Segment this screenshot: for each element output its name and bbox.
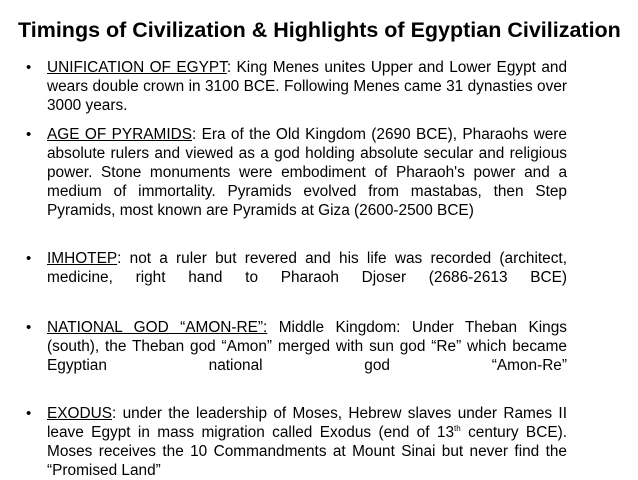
bullet-body: AGE OF PYRAMIDS: Era of the Old Kingdom (2690 BCE), Pharaohs were absolute rulers and viewed as a god holding absolute secular and religious power. Stone monuments were embodiment of Pharaoh's power and a medium of immortality. Pyramids evolved from mastabas, then Step Pyramids, most known are Pyramids at Giza (2600-2500 BCE) <box>47 126 567 219</box>
bullet-text: Era of the Old Kingdom (2690 BCE), Pharaohs were absolute rulers and viewed as a god holding absolute secular and religious power. Stone monuments were embodiment of Pharaoh's power and a medium of immortality. Pyramids evolved from mastabas, then Step Pyramids, most known are Pyramids at Giza (2600-2500 BCE) <box>47 126 567 219</box>
ordinal-suffix: th <box>454 424 461 433</box>
bullet-body: EXODUS: under the leadership of Moses, Hebrew slaves under Rames II leave Egypt in mass migration called Exodus (end of 13th century BCE). Moses receives the 10 Commandments at Mount Sinai but never find the “Promised Land” <box>47 405 567 479</box>
bullet-item-imhotep <box>26 249 567 287</box>
bullet-text: Middle Kingdom: Under Theban Kings (south), the Theban god “Amon” merged with sun god “Re” which became Egyptian national god “Amon-Re” <box>47 319 567 374</box>
bullet-dot: • <box>26 59 32 76</box>
bullet-text: under the leadership of Moses, Hebrew slaves under Rames II leave Egypt in mass migration called Exodus (end of 13 <box>47 405 567 441</box>
bullet-term: UNIFICATION OF EGYPT <box>47 59 227 76</box>
bullet-dot: • <box>26 319 32 336</box>
bullet-item-exodus <box>26 404 567 480</box>
bullet-dot: • <box>26 126 32 143</box>
bullet-dot: • <box>26 250 32 267</box>
bullet-text: King Menes unites Upper and Lower Egypt and wears double crown in 3100 BCE. Following Menes came 31 dynasties over 3000 years. <box>47 59 568 114</box>
bullet-body <box>47 318 567 375</box>
bullet-item-national-god <box>26 318 567 375</box>
bullet-dot: • <box>26 405 32 422</box>
bullet-text: not a ruler but revered and his life was recorded (architect, medicine, right hand to Pharaoh Djoser (2686-2613 BCE) <box>47 250 567 286</box>
bullet-item-unification <box>26 58 568 115</box>
bullet-term: NATIONAL GOD “AMON-RE”: <box>47 319 268 336</box>
bullet-body: UNIFICATION OF EGYPT: King Menes unites Upper and Lower Egypt and wears double crown in 3100 BCE. Following Menes came 31 dynasties over 3000 years. <box>47 59 568 114</box>
bullet-body: IMHOTEP: not a ruler but revered and his life was recorded (architect, medicine, right hand to Pharaoh Djoser (2686-2613 BCE) <box>47 250 567 286</box>
bullet-term: AGE OF PYRAMIDS <box>47 126 192 143</box>
bullet-text: century BCE). Moses receives the 10 Commandments at Mount Sinai but never find the “Promised Land” <box>47 424 567 479</box>
bullet-term: IMHOTEP <box>47 250 118 267</box>
bullet-term: EXODUS <box>47 405 112 422</box>
bullet-item-pyramids <box>26 125 567 220</box>
slide-title: Timings of Civilization & Highlights of Egyptian Civilization <box>18 18 621 42</box>
